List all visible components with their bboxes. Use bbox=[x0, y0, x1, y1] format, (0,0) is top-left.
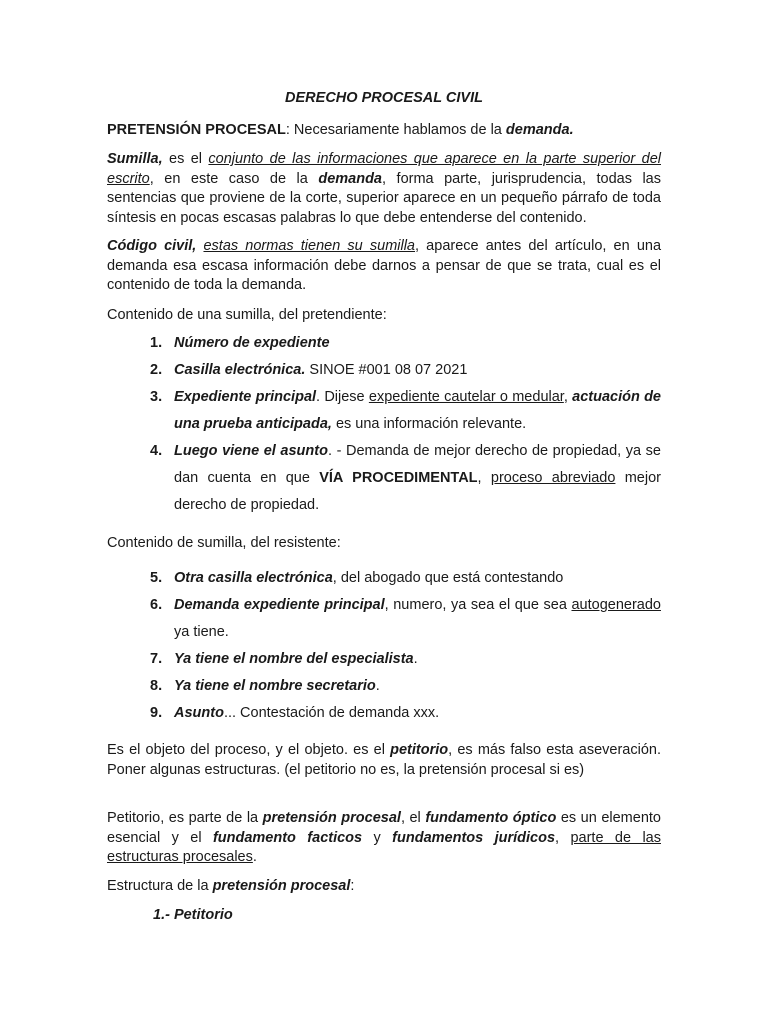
list-term: Luego viene el asunto bbox=[174, 443, 328, 459]
list-number: 1. bbox=[150, 335, 163, 351]
text: Estructura de la bbox=[107, 878, 213, 894]
text: es el bbox=[162, 151, 209, 167]
text: SINOE #001 08 07 2021 bbox=[305, 362, 468, 378]
text: , aparece antes del artículo, en una demanda esa escasa información debe darnos a pensar de que se trata, cual es el contenido de toda la demanda. bbox=[107, 238, 662, 293]
underlined-text: proceso abreviado bbox=[490, 470, 616, 486]
paragraph-codigo-civil bbox=[107, 237, 661, 296]
list-number: 6. bbox=[150, 597, 163, 613]
list-term: Otra casilla electrónica bbox=[174, 570, 333, 586]
document-title: DERECHO PROCESAL CIVIL bbox=[285, 90, 483, 106]
list-item bbox=[150, 673, 661, 700]
list-term: Ya tiene el nombre del especialista bbox=[174, 651, 414, 667]
list-number: 8. bbox=[150, 678, 163, 694]
term-codigo-civil: Código civil, bbox=[107, 238, 197, 254]
text: . Dijese bbox=[316, 389, 369, 405]
paragraph-pretension bbox=[107, 121, 661, 141]
paragraph-estructura bbox=[107, 877, 661, 897]
paragraph-objeto bbox=[107, 741, 661, 780]
term-sumilla: Sumilla, bbox=[107, 151, 163, 167]
list-number: 5. bbox=[150, 570, 163, 586]
paragraph-contenido-pretendiente: Contenido de una sumilla, del pretendiente: bbox=[107, 307, 387, 323]
text: , bbox=[555, 829, 571, 846]
text: es una información relevante. bbox=[331, 416, 527, 432]
text: , en este caso de la bbox=[149, 170, 319, 187]
text: es un elemento esencial y el bbox=[107, 810, 661, 846]
text: , el bbox=[400, 810, 426, 826]
paragraph-petitorio bbox=[107, 809, 661, 868]
text: , bbox=[563, 389, 568, 405]
text: mejor derecho de propiedad. bbox=[174, 470, 661, 513]
heading-petitorio: 1.- Petitorio bbox=[153, 907, 233, 923]
underlined-text: autogenerado bbox=[571, 597, 661, 613]
list-item bbox=[150, 357, 661, 384]
list-item bbox=[150, 646, 661, 673]
text: Es el objeto del proceso, y el objeto. es el bbox=[107, 742, 391, 758]
text: . bbox=[252, 849, 257, 865]
list-item bbox=[150, 384, 661, 438]
text: Petitorio, es parte de la bbox=[107, 810, 263, 826]
list-term: Demanda expediente principal bbox=[174, 597, 385, 613]
paragraph-contenido-resistente: Contenido de sumilla, del resistente: bbox=[107, 535, 341, 551]
term-demanda: demanda bbox=[318, 170, 383, 187]
term: pretensión procesal bbox=[212, 878, 351, 894]
list-item bbox=[150, 330, 661, 357]
text: , numero, ya sea el que sea bbox=[384, 597, 572, 613]
list-item bbox=[150, 438, 662, 519]
underlined-text: conjunto de las informaciones que aparece en la parte superior del escrito bbox=[107, 151, 661, 187]
list-number: 2. bbox=[150, 362, 163, 378]
text: . - Demanda de mejor derecho de propiedad, ya se dan cuenta en que bbox=[174, 443, 662, 486]
term: fundamento óptico bbox=[425, 810, 557, 826]
list-term: Casilla electrónica. bbox=[174, 362, 306, 378]
list-item bbox=[150, 565, 661, 592]
text: . bbox=[413, 651, 418, 667]
underlined-text: expediente cautelar o medular bbox=[368, 389, 564, 405]
text: : bbox=[350, 878, 355, 894]
list-term: actuación de una prueba anticipada, bbox=[174, 389, 661, 432]
list-number: 3. bbox=[150, 389, 163, 405]
term: pretensión procesal bbox=[262, 810, 401, 826]
text: : Necesariamente hablamos de la bbox=[285, 122, 506, 138]
text: . bbox=[375, 678, 380, 694]
list-number: 4. bbox=[150, 443, 163, 459]
list-term: Asunto bbox=[174, 705, 224, 721]
term-petitorio: petitorio bbox=[390, 742, 449, 758]
text: , es más falso esta aseveración. Poner algunas estructuras. (el petitorio no es, la pretensión procesal si es) bbox=[107, 742, 661, 778]
term-via-procedimental: VÍA PROCEDIMENTAL bbox=[319, 470, 478, 486]
text: , forma parte, jurisprudencia, todas las sentencias que proviene de la corte, superior aparece en un pequeño párrafo de toda síntesis en pocas escasas palabras lo que debe entenderse del contenido. bbox=[107, 170, 662, 226]
text: ya tiene. bbox=[174, 624, 229, 640]
text: y bbox=[362, 829, 393, 846]
list-term: Ya tiene el nombre secretario bbox=[174, 678, 376, 694]
list-term: Expediente principal bbox=[174, 389, 317, 405]
text: , bbox=[477, 470, 491, 486]
list-number: 7. bbox=[150, 651, 163, 667]
term-demanda: demanda. bbox=[505, 122, 574, 138]
term: fundamentos jurídicos bbox=[392, 829, 556, 846]
list-number: 9. bbox=[150, 705, 163, 721]
term-pretension: PRETENSIÓN PROCESAL bbox=[107, 122, 286, 138]
text: , del abogado que está contestando bbox=[332, 570, 564, 586]
list-item bbox=[150, 700, 661, 727]
text: ... Contestación de demanda xxx. bbox=[223, 705, 440, 721]
term: fundamento facticos bbox=[212, 829, 363, 846]
paragraph-sumilla bbox=[107, 150, 661, 228]
list-item bbox=[150, 592, 661, 646]
underlined-text: parte de las estructuras procesales bbox=[107, 829, 661, 865]
underlined-text: estas normas tienen su sumilla bbox=[203, 238, 416, 254]
list-term: Número de expediente bbox=[174, 335, 330, 351]
